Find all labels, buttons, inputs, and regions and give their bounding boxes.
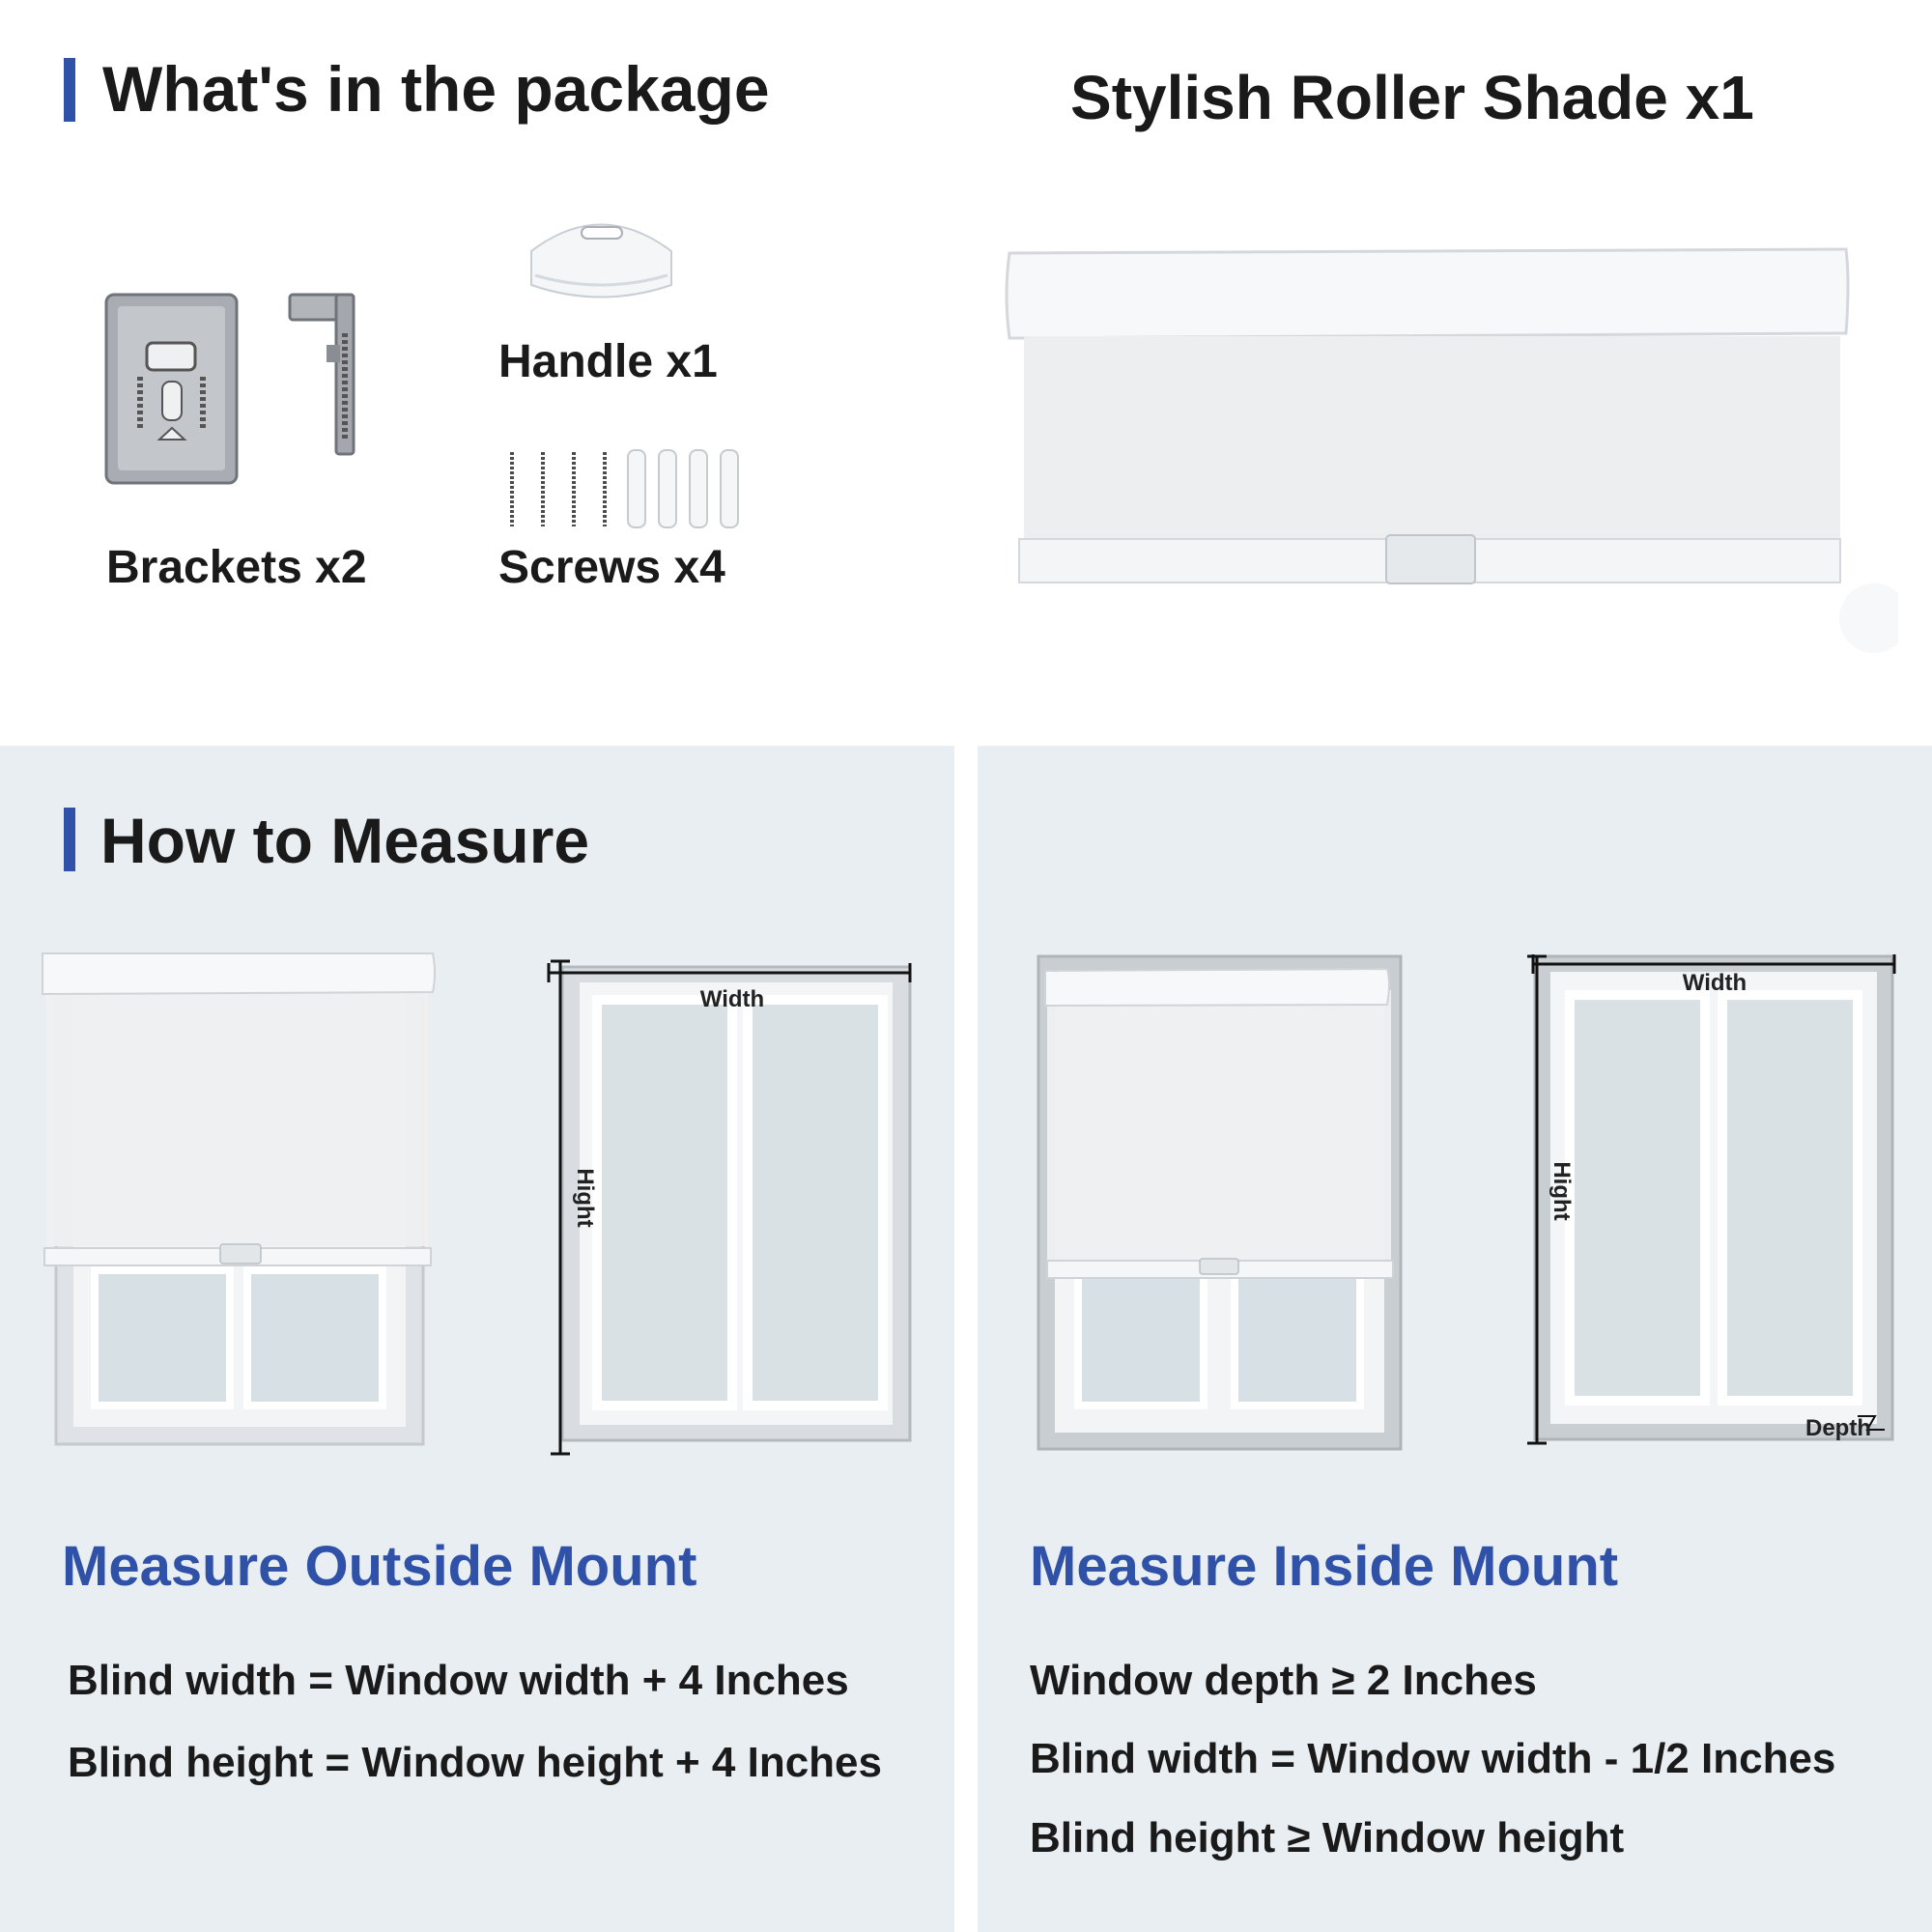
screws-image <box>500 444 747 531</box>
package-heading-accent-bar <box>64 58 75 122</box>
outside-height-label: Hight <box>572 1168 598 1228</box>
outside-mount-title: Measure Outside Mount <box>62 1535 697 1598</box>
inside-mount-window-diagram <box>1521 947 1908 1454</box>
inside-mount-title: Measure Inside Mount <box>1030 1535 1619 1598</box>
outside-rule-width: Blind width = Window width + 4 Inches <box>68 1657 849 1704</box>
handle-label: Handle x1 <box>498 336 718 387</box>
inside-height-label: Hight <box>1548 1161 1575 1221</box>
brackets-label: Brackets x2 <box>106 542 367 593</box>
inside-mount-shade-diagram <box>1034 952 1410 1459</box>
brackets-image <box>97 285 386 493</box>
shade-label: Stylish Roller Shade x1 <box>1070 63 1754 132</box>
inside-depth-label: Depth <box>1805 1415 1871 1441</box>
roller-shade-image <box>1000 242 1898 676</box>
handle-image <box>522 208 681 309</box>
package-heading: What's in the package <box>102 53 770 125</box>
outside-mount-shade-diagram <box>37 952 442 1459</box>
measure-heading-accent-bar <box>64 808 75 871</box>
inside-rule-depth: Window depth ≥ 2 Inches <box>1030 1657 1537 1704</box>
inside-rule-width: Blind width = Window width - 1/2 Inches <box>1030 1735 1836 1782</box>
outside-width-label: Width <box>699 986 765 1012</box>
measure-heading: How to Measure <box>100 805 590 876</box>
inside-rule-height: Blind height ≥ Window height <box>1030 1814 1625 1861</box>
outside-mount-window-diagram <box>541 952 927 1459</box>
outside-rule-height: Blind height = Window height + 4 Inches <box>68 1739 882 1786</box>
screws-label: Screws x4 <box>498 542 725 593</box>
inside-width-label: Width <box>1682 970 1747 996</box>
